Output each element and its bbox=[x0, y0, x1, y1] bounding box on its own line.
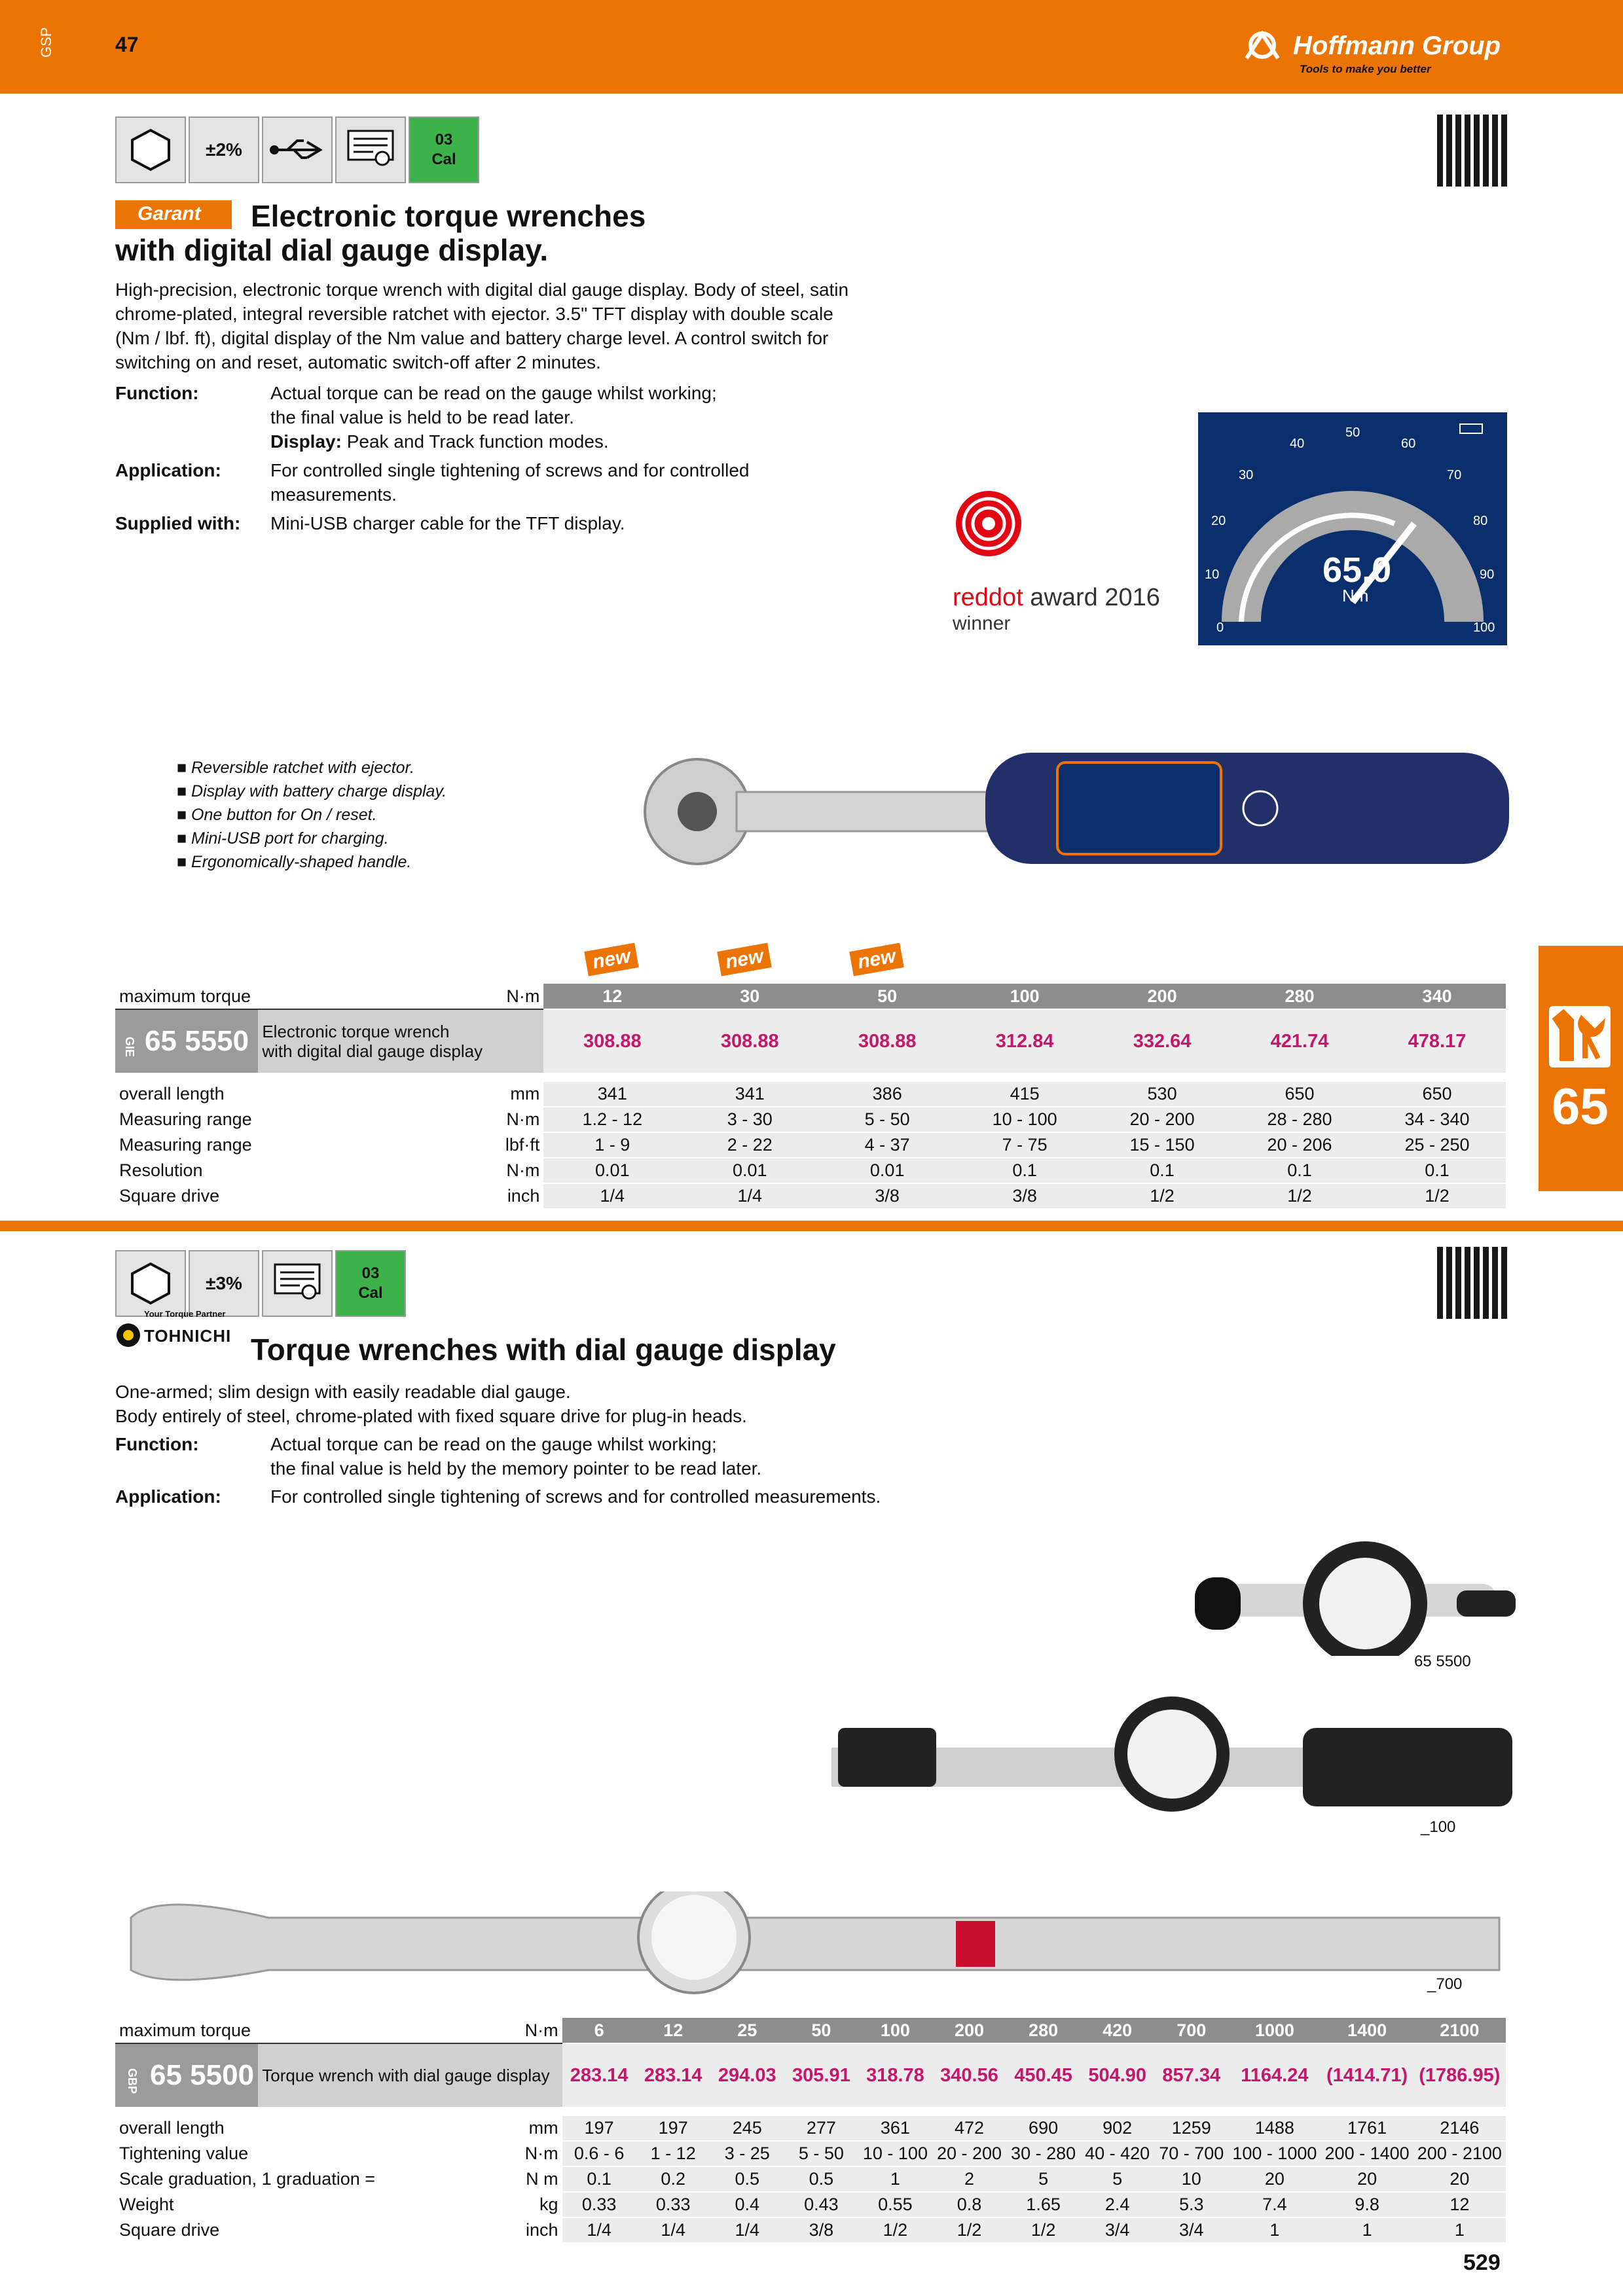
column-header: 200 bbox=[1093, 984, 1231, 1009]
table-cell: 1/4 bbox=[710, 2217, 784, 2243]
column-header: 1400 bbox=[1321, 2018, 1413, 2043]
table-cell: 197 bbox=[562, 2115, 636, 2141]
page-number-top: 47 bbox=[115, 33, 139, 56]
table-cell: 1/4 bbox=[543, 1183, 681, 1209]
table-cell: 1/4 bbox=[681, 1183, 818, 1209]
table-cell: 197 bbox=[636, 2115, 710, 2141]
table-cell: 3 - 25 bbox=[710, 2141, 784, 2166]
feature-icons-1 bbox=[115, 117, 479, 183]
row-unit: mm bbox=[500, 1081, 543, 1107]
row-unit: inch bbox=[520, 2217, 562, 2243]
article-code bbox=[115, 1009, 258, 1073]
table-cell: 277 bbox=[784, 2115, 858, 2141]
price-cell: 478.17 bbox=[1368, 1009, 1506, 1073]
table-cell: 0.1 bbox=[562, 2166, 636, 2192]
bullet-item: ■ Display with battery charge display. bbox=[177, 780, 447, 803]
row-unit: inch bbox=[500, 1183, 543, 1209]
usb-icon bbox=[262, 117, 333, 183]
price-cell: (1786.95) bbox=[1413, 2043, 1506, 2108]
table-cell: 1 bbox=[1413, 2217, 1506, 2243]
table-cell: 0.8 bbox=[932, 2192, 1006, 2217]
spec-table-1 bbox=[115, 984, 1506, 1210]
table-cell: 1 - 9 bbox=[543, 1132, 681, 1158]
new-badge: new bbox=[584, 942, 639, 976]
table-cell: 28 - 280 bbox=[1231, 1107, 1368, 1132]
award-text bbox=[953, 584, 1160, 612]
gauge-value: 65.0 bbox=[1322, 550, 1392, 590]
price-cell: 857.34 bbox=[1154, 2043, 1228, 2108]
table-cell: 1.65 bbox=[1006, 2192, 1080, 2217]
column-header: 25 bbox=[710, 2018, 784, 2043]
price-cell: 504.90 bbox=[1080, 2043, 1154, 2108]
table-cell: 0.33 bbox=[636, 2192, 710, 2217]
dial-wrench-medium-image bbox=[831, 1695, 1512, 1842]
table-cell: 1/2 bbox=[932, 2217, 1006, 2243]
table-cell: 20 bbox=[1228, 2166, 1321, 2192]
price-row bbox=[115, 1009, 1506, 1073]
table-cell: 5 - 50 bbox=[818, 1107, 956, 1132]
table-cell: 530 bbox=[1093, 1081, 1231, 1107]
table-cell: 10 - 100 bbox=[956, 1107, 1093, 1132]
table-cell: 5 - 50 bbox=[784, 2141, 858, 2166]
tohnichi-tagline: Your Torque Partner bbox=[144, 1309, 226, 1319]
award-sub: winner bbox=[953, 613, 1011, 634]
qr-code-icon bbox=[1437, 1247, 1509, 1319]
qr-code-icon bbox=[1437, 115, 1509, 187]
intro-text-2 bbox=[115, 1380, 1097, 1428]
title-line-2: with digital dial gauge display. bbox=[115, 233, 549, 267]
intro-text-1 bbox=[115, 278, 927, 374]
table-cell: 1/2 bbox=[1231, 1183, 1368, 1209]
table-cell: 5 bbox=[1006, 2166, 1080, 2192]
spec-table-2 bbox=[115, 2018, 1506, 2244]
bullet-item: ■ Mini-USB port for charging. bbox=[177, 827, 447, 850]
table-cell: 3/8 bbox=[956, 1183, 1093, 1209]
gauge-tick: 100 bbox=[1473, 620, 1495, 635]
table-cell: 0.1 bbox=[956, 1158, 1093, 1183]
brand-tagline: Tools to make you better bbox=[1300, 63, 1431, 75]
application-text: For controlled single tightening of screws and for controlled measurements. bbox=[270, 1486, 881, 1507]
supplied-text: Mini-USB charger cable for the TFT display. bbox=[270, 513, 625, 533]
intro-line: chrome-plated, integral reversible ratchet with ejector. 3.5" TFT display with double scale bbox=[115, 304, 833, 324]
column-header: 6 bbox=[562, 2018, 636, 2043]
table-cell: 341 bbox=[681, 1081, 818, 1107]
chapter-number: 65 bbox=[1552, 1077, 1609, 1135]
certificate-icon bbox=[335, 117, 406, 183]
article-code bbox=[115, 2043, 258, 2108]
feature-bullets bbox=[177, 756, 447, 874]
table-cell: 1488 bbox=[1228, 2115, 1321, 2141]
table-cell: 341 bbox=[543, 1081, 681, 1107]
reddot-logo-icon bbox=[953, 488, 1025, 563]
price-cell: 332.64 bbox=[1093, 1009, 1231, 1073]
table-cell: 361 bbox=[858, 2115, 932, 2141]
calibration-badge bbox=[409, 117, 479, 183]
row-unit: N·m bbox=[500, 1107, 543, 1132]
hoffmann-logo-icon bbox=[1244, 29, 1290, 65]
table-cell: 5.3 bbox=[1154, 2192, 1228, 2217]
column-header: 280 bbox=[1231, 984, 1368, 1009]
award-year: award 2016 bbox=[1023, 584, 1160, 611]
header-unit: N·m bbox=[520, 2018, 562, 2043]
price-cell: 318.78 bbox=[858, 2043, 932, 2108]
column-header: 1000 bbox=[1228, 2018, 1321, 2043]
gauge-tick: 70 bbox=[1447, 468, 1462, 482]
application-line: For controlled single tightening of screws and for controlled bbox=[270, 460, 750, 480]
table-cell: 902 bbox=[1080, 2115, 1154, 2141]
table-cell: 100 - 1000 bbox=[1228, 2141, 1321, 2166]
cal-label: Cal bbox=[358, 1284, 383, 1302]
price-cell: 312.84 bbox=[956, 1009, 1093, 1073]
table-row bbox=[115, 1107, 1506, 1132]
table-cell: 2.4 bbox=[1080, 2192, 1154, 2217]
gauge-tick: 30 bbox=[1239, 468, 1254, 482]
brand-name: Hoffmann Group bbox=[1293, 31, 1501, 60]
column-header: 420 bbox=[1080, 2018, 1154, 2043]
table-cell: 1/2 bbox=[1006, 2217, 1080, 2243]
dial-wrench-large-image bbox=[124, 1892, 1506, 2006]
table-cell: 0.5 bbox=[710, 2166, 784, 2192]
price-cell: 421.74 bbox=[1231, 1009, 1368, 1073]
table-cell: 7.4 bbox=[1228, 2192, 1321, 2217]
display-label: Display: bbox=[270, 431, 342, 452]
application-line: measurements. bbox=[270, 484, 397, 505]
article-description bbox=[258, 1009, 543, 1073]
table-row bbox=[115, 2217, 1506, 2243]
row-unit: lbf·ft bbox=[500, 1132, 543, 1158]
application-text bbox=[270, 458, 750, 507]
function-text bbox=[270, 381, 717, 454]
table-cell: 0.1 bbox=[1231, 1158, 1368, 1183]
image-label: _100 bbox=[1421, 1818, 1456, 1836]
function-label: Function: bbox=[115, 383, 199, 403]
page-number-bottom: 529 bbox=[1463, 2250, 1501, 2275]
header-label: maximum torque bbox=[115, 2018, 520, 2043]
bullet-item: ■ One button for On / reset. bbox=[177, 803, 447, 827]
code-prefix: GBP bbox=[126, 2068, 139, 2094]
table-row bbox=[115, 2141, 1506, 2166]
title-line-1: Electronic torque wrenches bbox=[251, 199, 646, 233]
section-divider bbox=[0, 1221, 1623, 1231]
new-badge: new bbox=[849, 942, 904, 976]
column-header: 50 bbox=[784, 2018, 858, 2043]
table-cell: 20 - 200 bbox=[1093, 1107, 1231, 1132]
table-cell: 0.4 bbox=[710, 2192, 784, 2217]
row-label: overall length bbox=[115, 2115, 520, 2141]
table-cell: 0.01 bbox=[681, 1158, 818, 1183]
table-cell: 20 bbox=[1413, 2166, 1506, 2192]
table-row bbox=[115, 1132, 1506, 1158]
table-header-row bbox=[115, 984, 1506, 1009]
side-code: GSP bbox=[38, 27, 54, 58]
table-cell: 7 - 75 bbox=[956, 1132, 1093, 1158]
row-label: Weight bbox=[115, 2192, 520, 2217]
table-cell: 386 bbox=[818, 1081, 956, 1107]
header-unit: N·m bbox=[500, 984, 543, 1009]
price-cell: 308.88 bbox=[818, 1009, 956, 1073]
wrench-tool-icon bbox=[1549, 1006, 1611, 1067]
price-cell: 305.91 bbox=[784, 2043, 858, 2108]
intro-line: Body entirely of steel, chrome-plated with fixed square drive for plug-in heads. bbox=[115, 1406, 747, 1426]
application-label: Application: bbox=[115, 1486, 221, 1507]
table-header-row bbox=[115, 2018, 1506, 2043]
table-cell: 650 bbox=[1231, 1081, 1368, 1107]
price-cell: 294.03 bbox=[710, 2043, 784, 2108]
desc-line: Electronic torque wrench bbox=[262, 1022, 450, 1041]
gauge-tick: 0 bbox=[1216, 620, 1224, 635]
intro-line: switching on and reset, automatic switch-off after 2 minutes. bbox=[115, 352, 601, 372]
code-prefix: GIE bbox=[123, 1036, 137, 1058]
table-cell: 9.8 bbox=[1321, 2192, 1413, 2217]
award-red: reddot bbox=[953, 584, 1023, 611]
column-header: 700 bbox=[1154, 2018, 1228, 2043]
certificate-icon bbox=[262, 1250, 333, 1317]
column-header: 280 bbox=[1006, 2018, 1080, 2043]
tolerance-badge: ±2% bbox=[189, 117, 259, 183]
cal-code: 03 bbox=[361, 1265, 380, 1282]
column-header: 30 bbox=[681, 984, 818, 1009]
row-label: Scale graduation, 1 graduation = bbox=[115, 2166, 520, 2192]
table-cell: 0.01 bbox=[543, 1158, 681, 1183]
price-cell: 308.88 bbox=[681, 1009, 818, 1073]
function-line: the final value is held by the memory pointer to be read later. bbox=[270, 1458, 762, 1479]
table-cell: 200 - 1400 bbox=[1321, 2141, 1413, 2166]
table-cell: 650 bbox=[1368, 1081, 1506, 1107]
table-cell: 10 bbox=[1154, 2166, 1228, 2192]
table-cell: 0.01 bbox=[818, 1158, 956, 1183]
bullet-item: ■ Ergonomically-shaped handle. bbox=[177, 850, 447, 874]
table-cell: 1/4 bbox=[562, 2217, 636, 2243]
table-cell: 0.1 bbox=[1368, 1158, 1506, 1183]
table-cell: 20 - 200 bbox=[932, 2141, 1006, 2166]
table-cell: 1761 bbox=[1321, 2115, 1413, 2141]
cal-code: 03 bbox=[435, 131, 453, 149]
column-header: 50 bbox=[818, 984, 956, 1009]
column-header: 12 bbox=[636, 2018, 710, 2043]
table-cell: 1 bbox=[1228, 2217, 1321, 2243]
tolerance-badge: ±3% bbox=[189, 1250, 259, 1317]
tohnichi-logo-icon bbox=[115, 1322, 141, 1352]
table-cell: 472 bbox=[932, 2115, 1006, 2141]
table-cell: 70 - 700 bbox=[1154, 2141, 1228, 2166]
table-cell: 2146 bbox=[1413, 2115, 1506, 2141]
price-cell: 308.88 bbox=[543, 1009, 681, 1073]
intro-line: High-precision, electronic torque wrench with digital dial gauge display. Body of steel, satin bbox=[115, 279, 849, 300]
section2-title: Torque wrenches with dial gauge display bbox=[251, 1333, 836, 1367]
table-cell: 3/8 bbox=[818, 1183, 956, 1209]
row-unit: N m bbox=[520, 2166, 562, 2192]
hexagon-icon bbox=[115, 117, 186, 183]
gauge-tick: 80 bbox=[1473, 514, 1488, 528]
row-label: Square drive bbox=[115, 2217, 520, 2243]
chapter-tab[interactable] bbox=[1539, 946, 1623, 1191]
image-label: 65 5500 bbox=[1414, 1653, 1471, 1670]
page-header bbox=[0, 0, 1623, 94]
table-cell: 25 - 250 bbox=[1368, 1132, 1506, 1158]
image-label: _700 bbox=[1427, 1975, 1463, 1993]
column-header: 340 bbox=[1368, 984, 1506, 1009]
row-label: Measuring range bbox=[115, 1132, 500, 1158]
code-number: 65 5550 bbox=[145, 1025, 249, 1057]
gauge-unit: Nm bbox=[1342, 586, 1369, 605]
function-text bbox=[270, 1432, 761, 1480]
table-cell: 3/4 bbox=[1154, 2217, 1228, 2243]
table-cell: 3 - 30 bbox=[681, 1107, 818, 1132]
display-line bbox=[270, 429, 717, 454]
table-cell: 200 - 2100 bbox=[1413, 2141, 1506, 2166]
table-cell: 245 bbox=[710, 2115, 784, 2141]
function-label: Function: bbox=[115, 1434, 199, 1454]
table-cell: 30 - 280 bbox=[1006, 2141, 1080, 2166]
price-cell: 450.45 bbox=[1006, 2043, 1080, 2108]
hexagon-icon bbox=[115, 1250, 186, 1317]
column-header: 200 bbox=[932, 2018, 1006, 2043]
gauge-tick: 50 bbox=[1345, 425, 1360, 440]
table-cell: 20 bbox=[1321, 2166, 1413, 2192]
table-row bbox=[115, 2115, 1506, 2141]
calibration-badge bbox=[335, 1250, 406, 1317]
table-cell: 1259 bbox=[1154, 2115, 1228, 2141]
desc-line: with digital dial gauge display bbox=[262, 1041, 483, 1061]
function-line: Actual torque can be read on the gauge whilst working; bbox=[270, 383, 717, 403]
table-cell: 0.5 bbox=[784, 2166, 858, 2192]
table-row bbox=[115, 2192, 1506, 2217]
gauge-tick: 40 bbox=[1290, 437, 1305, 451]
table-cell: 1 - 12 bbox=[636, 2141, 710, 2166]
table-cell: 415 bbox=[956, 1081, 1093, 1107]
application-label: Application: bbox=[115, 460, 221, 480]
column-header: 100 bbox=[956, 984, 1093, 1009]
cal-label: Cal bbox=[431, 151, 456, 168]
table-cell: 0.1 bbox=[1093, 1158, 1231, 1183]
table-cell: 1/4 bbox=[636, 2217, 710, 2243]
row-unit: N·m bbox=[500, 1158, 543, 1183]
table-cell: 1 bbox=[1321, 2217, 1413, 2243]
table-cell: 40 - 420 bbox=[1080, 2141, 1154, 2166]
function-line: the final value is held to be read later. bbox=[270, 407, 574, 427]
row-label: Resolution bbox=[115, 1158, 500, 1183]
garant-logo: Garant bbox=[115, 200, 232, 229]
table-cell: 2 - 22 bbox=[681, 1132, 818, 1158]
table-cell: 1/2 bbox=[1368, 1183, 1506, 1209]
code-number: 65 5500 bbox=[150, 2059, 255, 2091]
display-text: Peak and Track function modes. bbox=[341, 431, 609, 452]
row-unit: N·m bbox=[520, 2141, 562, 2166]
row-unit: mm bbox=[520, 2115, 562, 2141]
price-cell: 283.14 bbox=[562, 2043, 636, 2108]
table-row bbox=[115, 1183, 1506, 1209]
gauge-tick: 10 bbox=[1205, 567, 1220, 582]
column-header: 100 bbox=[858, 2018, 932, 2043]
table-cell: 1/2 bbox=[1093, 1183, 1231, 1209]
table-cell: 15 - 150 bbox=[1093, 1132, 1231, 1158]
intro-line: One-armed; slim design with easily readable dial gauge. bbox=[115, 1382, 571, 1402]
digital-gauge-display bbox=[1198, 412, 1507, 645]
table-cell: 1.2 - 12 bbox=[543, 1107, 681, 1132]
electronic-wrench-image bbox=[638, 733, 1516, 900]
table-cell: 12 bbox=[1413, 2192, 1506, 2217]
row-unit: kg bbox=[520, 2192, 562, 2217]
header-label: maximum torque bbox=[115, 984, 500, 1009]
table-cell: 0.43 bbox=[784, 2192, 858, 2217]
table-cell: 10 - 100 bbox=[858, 2141, 932, 2166]
table-cell: 0.55 bbox=[858, 2192, 932, 2217]
table-cell: 0.6 - 6 bbox=[562, 2141, 636, 2166]
table-cell: 1/2 bbox=[858, 2217, 932, 2243]
table-cell: 5 bbox=[1080, 2166, 1154, 2192]
row-label: Measuring range bbox=[115, 1107, 500, 1132]
row-label: Tightening value bbox=[115, 2141, 520, 2166]
bullet-item: ■ Reversible ratchet with ejector. bbox=[177, 756, 447, 780]
table-row bbox=[115, 2166, 1506, 2192]
column-header: 2100 bbox=[1413, 2018, 1506, 2043]
price-row bbox=[115, 2043, 1506, 2108]
feature-icons-2 bbox=[115, 1250, 406, 1317]
table-cell: 34 - 340 bbox=[1368, 1107, 1506, 1132]
price-cell: 283.14 bbox=[636, 2043, 710, 2108]
table-cell: 0.33 bbox=[562, 2192, 636, 2217]
gauge-tick: 90 bbox=[1480, 567, 1495, 582]
price-cell: 1164.24 bbox=[1228, 2043, 1321, 2108]
gauge-tick: 20 bbox=[1211, 514, 1226, 528]
table-cell: 0.2 bbox=[636, 2166, 710, 2192]
article-description: Torque wrench with dial gauge display bbox=[258, 2043, 562, 2108]
table-cell: 20 - 206 bbox=[1231, 1132, 1368, 1158]
function-line: Actual torque can be read on the gauge whilst working; bbox=[270, 1434, 717, 1454]
table-cell: 2 bbox=[932, 2166, 1006, 2192]
dial-wrench-small-image bbox=[1188, 1532, 1516, 1659]
gauge-tick: 60 bbox=[1401, 437, 1416, 451]
price-cell: 340.56 bbox=[932, 2043, 1006, 2108]
new-badge: new bbox=[717, 942, 772, 976]
table-cell: 3/4 bbox=[1080, 2217, 1154, 2243]
table-cell: 690 bbox=[1006, 2115, 1080, 2141]
column-header: 12 bbox=[543, 984, 681, 1009]
table-row bbox=[115, 1081, 1506, 1107]
row-label: overall length bbox=[115, 1081, 500, 1107]
intro-line: (Nm / lbf. ft), digital display of the Nm value and battery charge level. A control switch for bbox=[115, 328, 829, 348]
table-row bbox=[115, 1158, 1506, 1183]
table-cell: 4 - 37 bbox=[818, 1132, 956, 1158]
price-cell: (1414.71) bbox=[1321, 2043, 1413, 2108]
supplied-label: Supplied with: bbox=[115, 513, 241, 533]
table-cell: 3/8 bbox=[784, 2217, 858, 2243]
table-cell: 1 bbox=[858, 2166, 932, 2192]
row-label: Square drive bbox=[115, 1183, 500, 1209]
tohnichi-logo: TOHNICHI bbox=[144, 1326, 232, 1346]
